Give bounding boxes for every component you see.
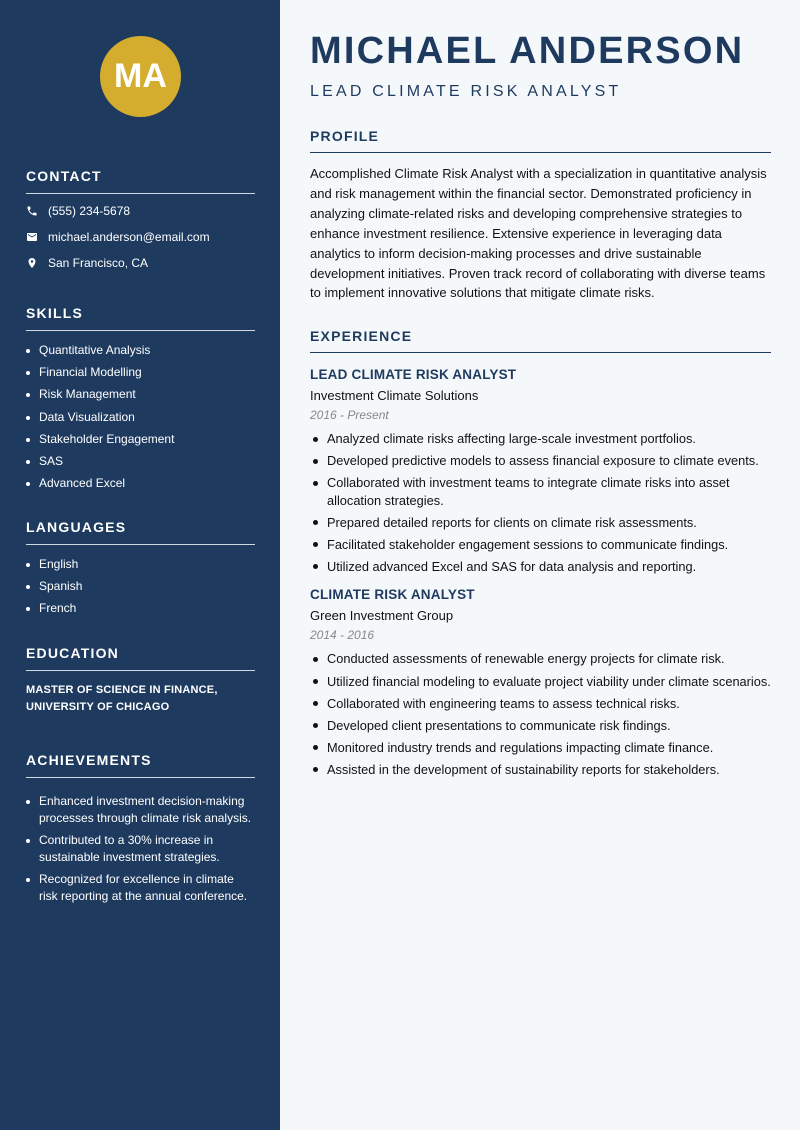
experience-heading: EXPERIENCE bbox=[310, 328, 771, 353]
achievements-section bbox=[26, 752, 255, 910]
profile-text: Accomplished Climate Risk Analyst with a specialization in quantitative analysis and risk management within the financial sector. Demonstrated proficiency in analyzing climate-related risks and developing comprehensive strategies to enhance investment resilience. Extensive experience in leveraging data analytics to inform decision-making processes and drive sustainable development initiatives. Proven track record of collaborating with diverse teams to implement innovative solutions that mitigate climate risks. bbox=[310, 166, 767, 301]
languages-section bbox=[26, 519, 255, 624]
job-role: CLIMATE RISK ANALYST bbox=[310, 587, 475, 603]
achievements-heading: ACHIEVEMENTS bbox=[26, 752, 255, 778]
job-bullet: Collaborated with engineering teams to assess technical risks. bbox=[310, 695, 771, 713]
job-bullet: Collaborated with investment teams to integrate climate risks into asset allocation strategies. bbox=[310, 474, 771, 509]
job-entry bbox=[310, 367, 771, 575]
job-role: LEAD CLIMATE RISK ANALYST bbox=[310, 367, 517, 382]
email-text: michael.anderson@email.com bbox=[48, 230, 210, 244]
profile-section bbox=[310, 128, 771, 303]
job-bullet: Assisted in the development of sustainability reports for stakeholders. bbox=[310, 761, 771, 779]
phone-text: (555) 234-5678 bbox=[48, 204, 131, 218]
job-bullet: Prepared detailed reports for clients on climate risk assessments. bbox=[310, 514, 771, 532]
education-heading: EDUCATION bbox=[26, 645, 255, 671]
sidebar bbox=[0, 0, 280, 1130]
language-item: Spanish bbox=[26, 579, 255, 594]
languages-list bbox=[26, 557, 255, 616]
skill-item: Quantitative Analysis bbox=[26, 343, 255, 358]
job-bullet: Utilized financial modeling to evaluate project viability under climate scenarios. bbox=[310, 673, 771, 691]
achievement-item: Enhanced investment decision-making processes through climate risk analysis. bbox=[26, 793, 255, 827]
location-text: San Francisco, CA bbox=[48, 256, 149, 270]
education-line-2: UNIVERSITY OF CHICAGO bbox=[26, 701, 170, 713]
achievement-item: Recognized for excellence in climate risk reporting at the annual conference. bbox=[26, 871, 255, 905]
skill-item: Advanced Excel bbox=[26, 476, 255, 491]
education-section bbox=[26, 645, 255, 716]
job-bullet: Developed predictive models to assess financial exposure to climate events. bbox=[310, 452, 771, 470]
candidate-title: LEAD CLIMATE RISK ANALYST bbox=[310, 83, 622, 100]
achievement-item: Contributed to a 30% increase in sustainable investment strategies. bbox=[26, 832, 255, 866]
skill-item: Risk Management bbox=[26, 387, 255, 402]
skills-list bbox=[26, 343, 255, 491]
skills-section bbox=[26, 305, 255, 498]
skills-heading: SKILLS bbox=[26, 305, 255, 331]
contact-section bbox=[26, 168, 255, 272]
email-icon bbox=[26, 231, 38, 243]
candidate-name: MICHAEL ANDERSON bbox=[310, 30, 745, 72]
job-company: Green Investment Group bbox=[310, 608, 454, 624]
languages-heading: LANGUAGES bbox=[26, 519, 255, 545]
job-bullet: Conducted assessments of renewable energy projects for climate risk. bbox=[310, 650, 771, 668]
profile-heading: PROFILE bbox=[310, 128, 771, 153]
phone-icon bbox=[26, 205, 38, 217]
language-item: French bbox=[26, 601, 255, 616]
job-bullets bbox=[310, 430, 771, 575]
skill-item: SAS bbox=[26, 454, 255, 469]
skill-item: Stakeholder Engagement bbox=[26, 432, 255, 447]
job-dates: 2016 - Present bbox=[310, 408, 389, 422]
skill-item: Data Visualization bbox=[26, 410, 255, 425]
job-entry bbox=[310, 587, 771, 778]
job-dates: 2014 - 2016 bbox=[310, 628, 375, 643]
job-bullet: Monitored industry trends and regulations impacting climate finance. bbox=[310, 739, 771, 757]
education-line-1: MASTER OF SCIENCE IN FINANCE, bbox=[26, 684, 218, 696]
achievements-list bbox=[26, 793, 255, 905]
contact-email bbox=[26, 228, 255, 246]
job-bullet: Developed client presentations to communicate risk findings. bbox=[310, 717, 771, 735]
contact-heading: CONTACT bbox=[26, 168, 255, 194]
job-company: Investment Climate Solutions bbox=[310, 388, 479, 403]
job-bullet: Facilitated stakeholder engagement sessions to communicate findings. bbox=[310, 536, 771, 554]
avatar: MA bbox=[100, 36, 181, 117]
skill-item: Financial Modelling bbox=[26, 365, 255, 380]
contact-location bbox=[26, 254, 255, 272]
location-pin-icon bbox=[26, 257, 38, 269]
experience-section bbox=[310, 328, 771, 783]
job-bullet: Utilized advanced Excel and SAS for data analysis and reporting. bbox=[310, 558, 771, 576]
job-bullet: Analyzed climate risks affecting large-scale investment portfolios. bbox=[310, 430, 771, 448]
contact-phone bbox=[26, 202, 255, 220]
education-degree bbox=[26, 682, 255, 716]
job-bullets bbox=[310, 650, 771, 778]
language-item: English bbox=[26, 557, 255, 572]
